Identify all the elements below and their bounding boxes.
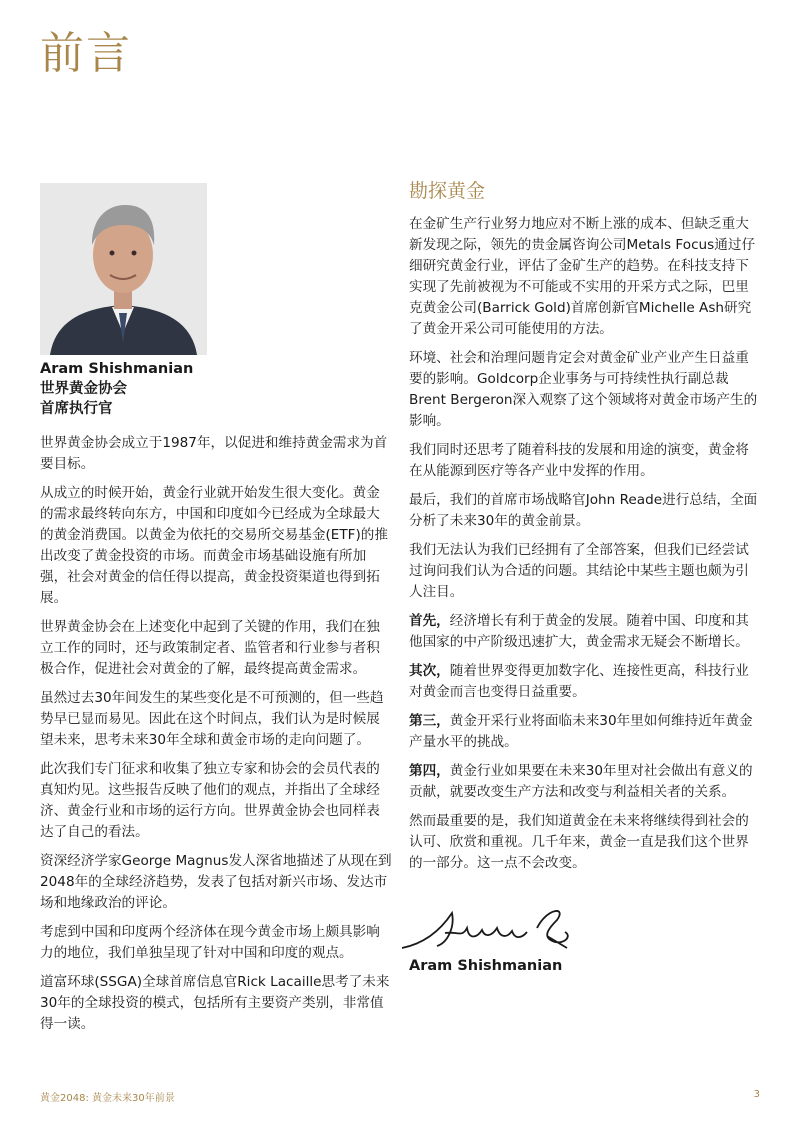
- author-name: Aram Shishmanian: [40, 361, 194, 377]
- point-lead: 第三，: [409, 713, 450, 729]
- point-paragraph: [409, 711, 761, 753]
- paragraph: 我们同时还思考了随着科技的发展和用途的演变，黄金将在从能源到医疗等各产业中发挥的作用。: [409, 442, 749, 479]
- point-paragraph: [409, 761, 761, 803]
- signature-icon: [397, 898, 577, 958]
- author-photo: [40, 183, 207, 355]
- point-lead: 其次，: [409, 663, 450, 679]
- signature-name: Aram Shishmanian: [409, 958, 563, 974]
- left-column: [40, 183, 392, 1043]
- paragraph: 道富环球(SSGA)全球首席信息官Rick Lacaille思考了未来30年的全球投资的模式，包括所有主要资产类别，非常值得一读。: [40, 974, 390, 1032]
- author-role: 首席执行官: [40, 401, 113, 417]
- footer-title: 黄金2048: 黄金未来30年前景: [40, 1093, 175, 1104]
- paragraph: 然而最重要的是，我们知道黄金在未来将继续得到社会的认可、欣赏和重视。几千年来，黄金一直是我们这个世界的一部分。这一点不会改变。: [409, 813, 749, 871]
- point-text: 经济增长有利于黄金的发展。随着中国、印度和其他国家的中产阶级迅速扩大，黄金需求无疑会不断增长。: [409, 613, 749, 650]
- paragraph: 世界黄金协会在上述变化中起到了关键的作用，我们在独立工作的同时，还与政策制定者、监管者和行业参与者积极合作，促进社会对黄金的了解，最终提高黄金需求。: [40, 619, 380, 677]
- point-lead: 第四，: [409, 763, 450, 779]
- paragraph: 虽然过去30年间发生的某些变化是不可预测的，但一些趋势早已显而易见。因此在这个时间点，我们认为是时候展望未来，思考未来30年全球和黄金市场的走向问题了。: [40, 690, 384, 748]
- point-paragraph: [409, 611, 761, 653]
- author-org: 世界黄金协会: [40, 381, 127, 397]
- paragraph: 我们无法认为我们已经拥有了全部答案，但我们已经尝试过询问我们认为合适的问题。其结论中某些主题也颇为引人注目。: [409, 542, 749, 600]
- point-paragraph: [409, 661, 761, 703]
- section-heading: 勘探黄金: [409, 180, 486, 202]
- author-block: [40, 359, 392, 419]
- paragraph: 此次我们专门征求和收集了独立专家和协会的会员代表的真知灼见。这些报告反映了他们的观点，并指出了全球经济、黄金行业和市场的运行方向。世界黄金协会也同样表达了自己的看法。: [40, 761, 380, 840]
- page-number: 3: [753, 1089, 760, 1100]
- footer: [40, 1089, 760, 1104]
- point-text: 黄金开采行业将面临未来30年里如何维持近年黄金产量水平的挑战。: [409, 713, 753, 750]
- point-text: 随着世界变得更加数字化、连接性更高，科技行业对黄金而言也变得日益重要。: [409, 663, 749, 700]
- point-lead: 首先，: [409, 613, 450, 629]
- left-paragraphs: [40, 433, 392, 1035]
- paragraph: 环境、社会和治理问题肯定会对黄金矿业产业产生日益重要的影响。Goldcorp企业事务与可持续性执行副总裁Brent Bergeron深入观察了这个领域将对黄金市场产生的影响。: [409, 350, 758, 429]
- paragraph: 世界黄金协会成立于1987年，以促进和维持黄金需求为首要目标。: [40, 435, 388, 472]
- page-title: 前言: [40, 28, 132, 79]
- paragraph: 资深经济学家George Magnus发人深省地描述了从现在到2048年的全球经济趋势，发表了包括对新兴市场、发达市场和地缘政治的评论。: [40, 853, 392, 911]
- paragraph: 最后，我们的首席市场战略官John Reade进行总结，全面分析了未来30年的黄金前景。: [409, 492, 758, 529]
- paragraph: 在金矿生产行业努力地应对不断上涨的成本、但缺乏重大新发现之际，领先的贵金属咨询公司Metals Focus通过仔细研究黄金行业，评估了金矿生产的趋势。在科技支持下实现了先前被视为不可能或不实用的开采方式之际，巴里克黄金公司(Barrick Gold)首席创新官Michelle Ash研究了黄金开采公司可能使用的方法。: [409, 216, 756, 337]
- paragraph: 考虑到中国和印度两个经济体在现今黄金市场上颇具影响力的地位，我们单独呈现了针对中国和印度的观点。: [40, 924, 380, 961]
- point-text: 黄金行业如果要在未来30年里对社会做出有意义的贡献，就要改变生产方法和改变与利益相关者的关系。: [409, 763, 753, 800]
- paragraph: 从成立的时候开始，黄金行业就开始发生很大变化。黄金的需求最终转向东方，中国和印度如今已经成为全球最大的黄金消费国。以黄金为依托的交易所交易基金(ETF)的推出改变了黄金投资的市场。而黄金市场基础设施有所加强，社会对黄金的信任得以提高，黄金投资渠道也得到拓展。: [40, 485, 388, 606]
- right-column: [409, 178, 761, 974]
